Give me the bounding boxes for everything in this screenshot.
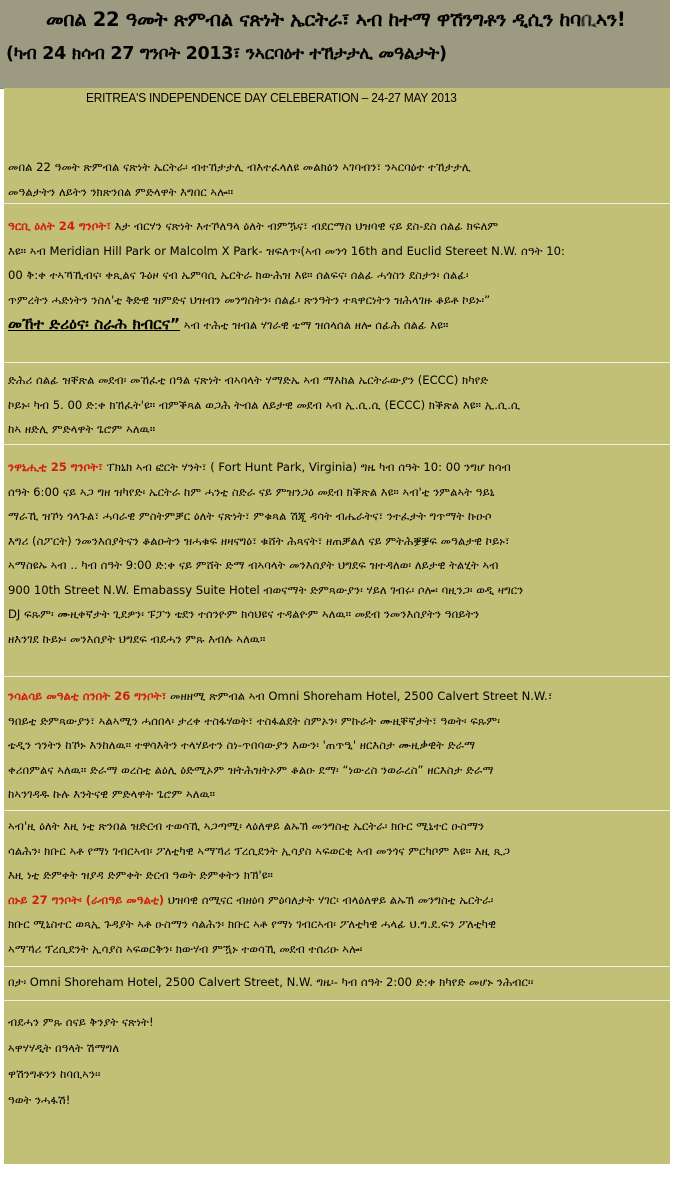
closing-line: ኣዋሃሃዲት በዓላት ሽማግለ — [8, 1041, 120, 1055]
sunday-line: ቴዲን ኀንትን ከኾኑ እንከለዉ። ተዋሳእትን ተላሃይተን ስነ-ጥበባውያን እውን፡ 'ጠጥዒ' ዘርእስታ ሙዚቃዊት ድራማ — [8, 738, 476, 752]
divider — [4, 203, 670, 204]
monday-text: ህዝባዊ ሰሚናር ብዘዕባ ምዕባለታት ሃገር፡ ብላዕለዋይ ልኡኽ መንግስቲ ኤርትራ፡ — [164, 892, 494, 907]
divider — [4, 1000, 670, 1001]
saturday-paragraph — [8, 455, 664, 651]
guests-line: ኣብ'ዚ ዕለት እዚ ነቲ ጽንበል ዝድርብ ተወሳኺ ኣጋጣሚ፡ ላዕለዋይ ልኡኽ መንግስቲ ኤርትራ፡ ክቡር ሚኒተር ዑስማን — [8, 819, 485, 833]
saturday-line: ሰዓት 6:00 ናይ ኣጋ ግዘ ዝካየድ፡ ኤርትራ ከም ሓንቲ ስድራ ናይ ምዝንጋዕ መደብ ክቕጽል እዩ። ኣብ'ቲ ንምልኣት ዓይኒ — [8, 484, 495, 499]
sunday-heading: ንሳልሳይ መዓልቲ ሰንበት 26 ግንቦት፣ — [8, 689, 167, 703]
saturday-text: ግዜ ካብ ሰዓት 10: 00 ንግሆ ክሳብ — [360, 460, 511, 474]
divider — [4, 362, 670, 363]
eccc-line: ኮይኑ፡ ካብ 5. 00 ድ:ቀ ክኸፈት'ዩ። ብምቕጻል ወጋሕ ትብል ለይታዊ መደብ ኣብ ኢ.ሲ.ሲ (ECCC) ክቕጽል እዩ። ኢ.ሲ.ሲ — [8, 397, 521, 412]
friday-line: እዩ። ኣብ Meridian Hill Park or Malcolm X Park- ዝፍለጥ፡(ኣብ መንጎ 16th and Euclid Stereet N.W. ሰዓት 10: — [8, 243, 565, 258]
eccc-line: ድሕሪ ሰልፊ ዝቐጽል መደብ፡ መኸፈቲ በዓል ናጽነት ብኣባላት ሃማድኤ ኣብ ማእከል ኤርትራውያን (ECCC) ክካየድ — [8, 373, 489, 387]
friday-line — [8, 312, 664, 338]
divider — [4, 966, 670, 967]
monday-heading: ሰኑይ 27 ግንቦት፡ (ራብዓይ መዓልቲ) — [8, 892, 165, 907]
sunday-line — [8, 684, 664, 709]
title-line-1: መበል 22 ዓመት ጽምብል ናጽነት ኤርትራ፣ ኣብ ከተማ ዋሽንግቶን ዲሲን ከባቢኣን! — [46, 8, 626, 31]
sunday-line: ከኣንገዳዱ ኩሉ እንትናዊ ምድላዋት ጌሮም ኣለዉ። — [8, 787, 216, 801]
closing-line: ዋሽንግቶንን ከባቢኣን፡፡ — [8, 1067, 101, 1081]
header — [0, 0, 670, 89]
saturday-line: ኣማስዩኡ ኣብ .. ካብ ሰዓት 9:00 ድ:ቀ ናይ ምሸት ድማ ብኣባላት መንእሰያት ህግደፍ ዝተዳለወ፡ ለይታዊ ትልሂት ኣብ — [8, 558, 499, 572]
saturday-line: 900 10th Street N.W. Emabassy Suite Hotel ብወናማት ድምጻውያን፡ ሃይለ ገብሩ፡ ሶሎ፡ ባዚንጋ፡ ወዲ ዛግርን — [8, 582, 524, 597]
divider — [4, 810, 670, 811]
friday-line — [8, 214, 664, 239]
saturday-text: ፐክኒክ ኣብ ፎርት ሃንት፣ ( Fort Hunt Park, Virginia) — [102, 460, 361, 474]
eccc-line: ከኣ ዘድሊ ምድላዋት ጌሮም ኣለዉ። — [8, 422, 156, 436]
saturday-heading: ንዋኒሒቲ 25 ግንቦት፣ — [8, 460, 103, 474]
guests-line: ሳልሕን፡ ክቡር ኣቶ የማነ ገብርኣብ፡ ፖለቲካዊ ኣማኻሪ ፕረሲደንት ኢሳያስ ኣፍወርቂ ኣብ መንጎና ምርካቦም እዩ። እዚ ጺጋ — [8, 843, 511, 858]
venue-paragraph — [8, 970, 664, 995]
monday-line: ኣማኻሪ ፕረሲደንት ኢሳያስ ኣፍወርቅን፡ ክውሃብ ምዃኑ ተወሳኺ መደብ ተሰሪዑ ኣሎ፡ — [8, 941, 363, 956]
guests-paragraph — [8, 814, 664, 961]
venue-line: በታ፡ Omni Shoreham Hotel, 2500 Calvert Street, N.W. ግዜ፡- ካብ ሰዓት 2:00 ድ:ቀ ክካየድ መሆኑ ንሕብር፡፡ — [8, 975, 534, 989]
closing-block — [8, 1009, 664, 1113]
monday-line: ክቡር ሚኒስተር ወጻኢ ጉዳያት ኣቶ ዑስማን ሳልሕን፡ ክቡር ኣቶ የማነ ገብርኣብ፡ ፖለቲካዊ ሓላፊ ህ.ግ.ደ.ፍን ፖለቲካዊ — [8, 917, 496, 931]
saturday-line — [8, 455, 664, 480]
monday-line — [8, 888, 664, 913]
friday-heading: ዓርቢ ዕለት 24 ግንቦት፣ — [8, 219, 111, 233]
intro-line: መበል 22 ዓመት ጽምብል ናጽነት ኤርትራ፡ ብተኸታታሊ ብእተፈላለዩ መልክዕን ኣገባብን፣ ንኣርባዕተ ተኸታታሊ — [8, 160, 471, 174]
divider — [4, 444, 670, 445]
friday-text: ኣብ ተሕቲ ዝብል ሃገራዊ ቴማ ዝሰላሰል ዘሎ ሰፊሕ ሰልፊ እዩ። — [180, 318, 449, 332]
closing-line: ዓወት ንሓፋሽ! — [8, 1093, 71, 1107]
saturday-line: እግሪ (ስፖርት) ንመንእሰያትናን ቆልዑትን ዝሓቁፍ ዘዛናግዕ፣ ቁሸት ሕጻናት፣ ዘጠቓልለ ናይ ምትሕቛቛፍ መዓልታዊ ኮይኑ፣ — [8, 533, 510, 548]
friday-line: 00 ቅ:ቀ ተኣኻኺብና፡ ቀጺልና ጉዕዞ ናብ ኤምባሲ ኤርትራ ክውሕዝ እዩ። ሰልፍና፡ ሰልፊ ሓጎስን ደስታን፡ ሰልፊ፡ — [8, 268, 469, 282]
friday-motto: መኸተ ድሪዕና፡ ስራሕ ክብርና” — [8, 315, 181, 333]
saturday-line: DJ ፍጹም፡ ሙዚቀኛታት ጊደዎን፡ ፑፓን ቴደን ተሰንዮም ክሳህዩና ተዳልዮም ኣለዉ። መደብ ንመንእሰያትን ዓበይትን — [8, 607, 480, 621]
intro-line: መዓልታትን ለይትን ንክጽንበል ምድላዋት እግበር ኣሎ። — [8, 184, 234, 199]
friday-line: ጥምረትን ሓድነትን ንስለ'ቲ ቅድዊ ዝምድና ህዝብን መንግስትን፡ ሰልፊ፡ ጽንዓትን ተጻዋርነትን ዝሕላገዙ ቆይቶ ኮይኑ፡” — [8, 292, 491, 307]
friday-paragraph — [8, 214, 664, 338]
sunday-line: ዓበይቲ ድምጻውያን፣ ኣልኣሚን ሓሰበላ፡ ታረቀ ተስፋሃወት፣ ተስፋልደት ስምኦን፡ ምኩራት ሙዚቐኛታት፣ ዓወት፡ ፍጹም፡ — [8, 713, 500, 728]
title-line-2: (ካብ 24 ክሳብ 27 ግንቦት 2013፣ ንኣርባዕተ ተኸታታሊ መዓልታት) — [6, 44, 447, 64]
saturday-line: ዘእንገደ ኩይኑ፡ መንእሰያት ህግደፍ ብደሓን ምጹ እብሉ ኣለዉ። — [8, 631, 266, 646]
english-banner: ERITREA'S INDEPENDENCE DAY CELEBERATION – 24-27 MAY 2013 — [86, 91, 457, 105]
sunday-text: መዘዘሚ ጽምብል ኣብ Omni Shoreham Hotel, 2500 Calvert Street N.W.፣ — [166, 689, 553, 703]
divider — [4, 676, 670, 677]
closing-line: ብደሓን ምጹ ሰናይ ቅንያት ናጽነት! — [8, 1015, 154, 1029]
sunday-paragraph — [8, 684, 664, 807]
sunday-line: ቀሪበምልና ኣለዉ። ድራማ ወረስቲ ልዕሊ ዕድሚኦም ዝትሕዝትኦም ቆልዑ ደማ፡ “ነውረስ ንወራረስ” ዘርእስታ ድራማ — [8, 762, 494, 777]
friday-text: እታ ብርሃን ናጽነት እተኾለዓላ ዕለት ብምዄና፣ ብደርማስ ህዝባዊ ናይ ደስ-ደስ ሰልፊ ክፍለም — [110, 219, 499, 233]
guests-line: እዚ ነቲ ድምቀት ዝያዳ ድምቀት ድርብ ዓወት ድምቀትን ክኽ'ዩ። — [8, 868, 273, 882]
eccc-paragraph — [8, 368, 664, 442]
intro-paragraph — [8, 155, 664, 204]
saturday-line: ማራኺ ዝኾነ ጎላጉል፣ ሓባራዊ ምስትምቓር ዕለት ናጽነት፣ ምቁጻል ሽጂ ዳሳት ብሔራትና፣ ንተፈታት ግጥማት ኩዑሶ — [8, 509, 492, 523]
